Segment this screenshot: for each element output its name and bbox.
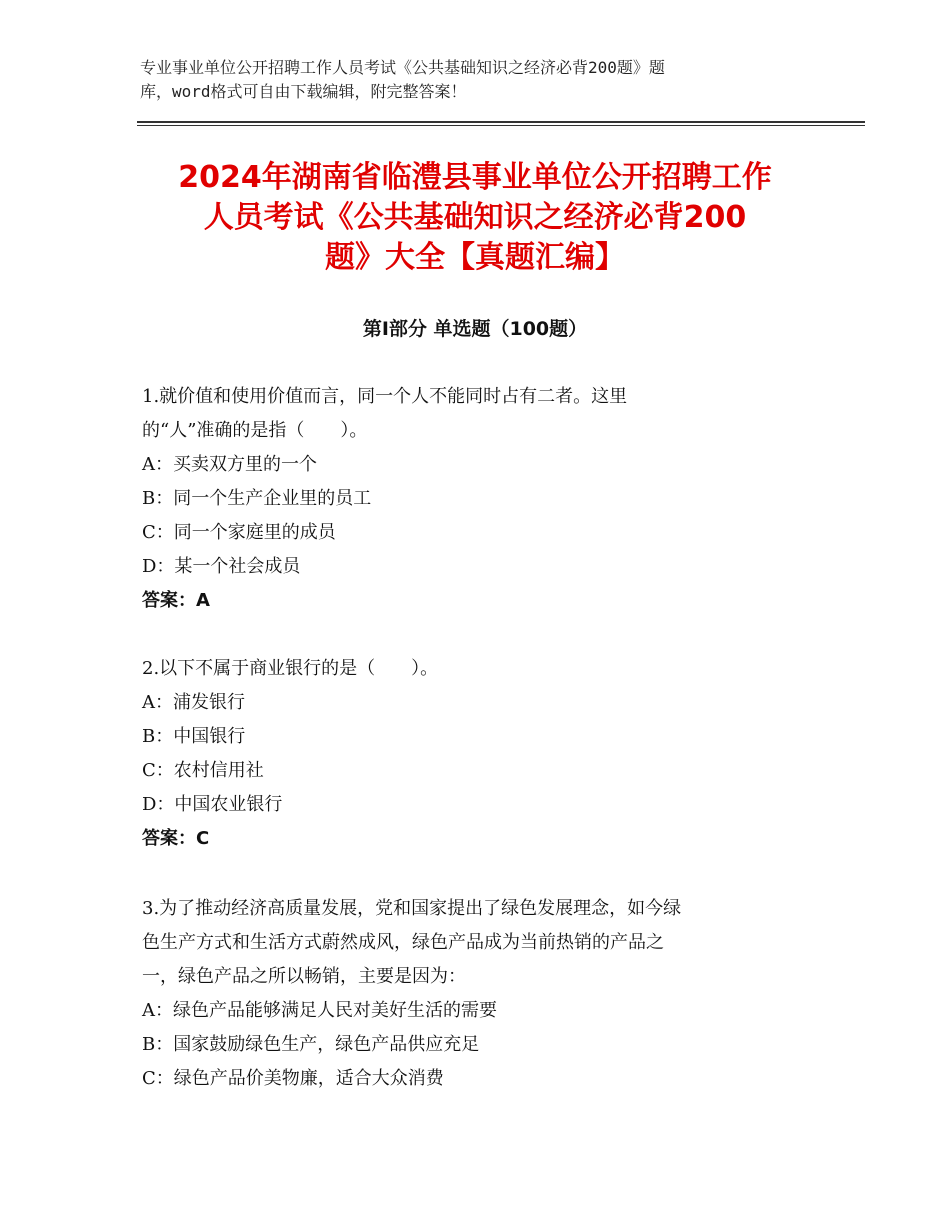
answer: 答案：A [142,590,210,611]
option-d: D：某一个社会成员 [142,556,301,577]
question-stem-line: 的“人”准确的是指（ ）。 [142,420,368,441]
header-divider-thick [137,121,865,123]
question-stem-line: 2.以下不属于商业银行的是（ ）。 [142,658,439,679]
document-title [0,158,950,278]
question-stem-line: 3.为了推动经济高质量发展，党和国家提出了绿色发展理念，如今绿 [142,898,682,919]
title-line-1: 2024年湖南省临澧县事业单位公开招聘工作 [178,160,772,195]
document-header-note [140,56,800,104]
title-line-2: 人员考试《公共基础知识之经济必背200 [203,200,747,235]
section-heading: 第Ⅰ部分 单选题（100题） [362,318,588,340]
title-line-3: 题》大全【真题汇编】 [325,240,625,275]
option-a: A：买卖双方里的一个 [142,454,317,475]
header-divider-thin [137,125,865,126]
option-b: B：中国银行 [142,726,246,747]
option-b: B：国家鼓励绿色生产，绿色产品供应充足 [142,1034,480,1055]
option-c: C：同一个家庭里的成员 [142,522,336,543]
option-d: D：中国农业银行 [142,794,283,815]
answer: 答案：C [142,828,210,849]
question-stem-line: 1.就价值和使用价值而言，同一个人不能同时占有二者。这里 [142,386,628,407]
question-stem-line: 一，绿色产品之所以畅销，主要是因为： [142,966,466,987]
question-2 [142,652,438,856]
option-a: A：浦发银行 [142,692,245,713]
option-c: C：绿色产品价美物廉，适合大众消费 [142,1068,444,1089]
question-stem-line: 色生产方式和生活方式蔚然成风，绿色产品成为当前热销的产品之 [142,932,664,953]
question-1 [142,380,627,618]
header-note-line-1: 专业事业单位公开招聘工作人员考试《公共基础知识之经济必背200题》题 [140,58,665,77]
header-note-line-2: 库，word格式可自由下载编辑，附完整答案！ [140,82,467,101]
option-a: A：绿色产品能够满足人民对美好生活的需要 [142,1000,497,1021]
question-3 [142,892,681,1096]
option-c: C：农村信用社 [142,760,264,781]
option-b: B：同一个生产企业里的员工 [142,488,372,509]
